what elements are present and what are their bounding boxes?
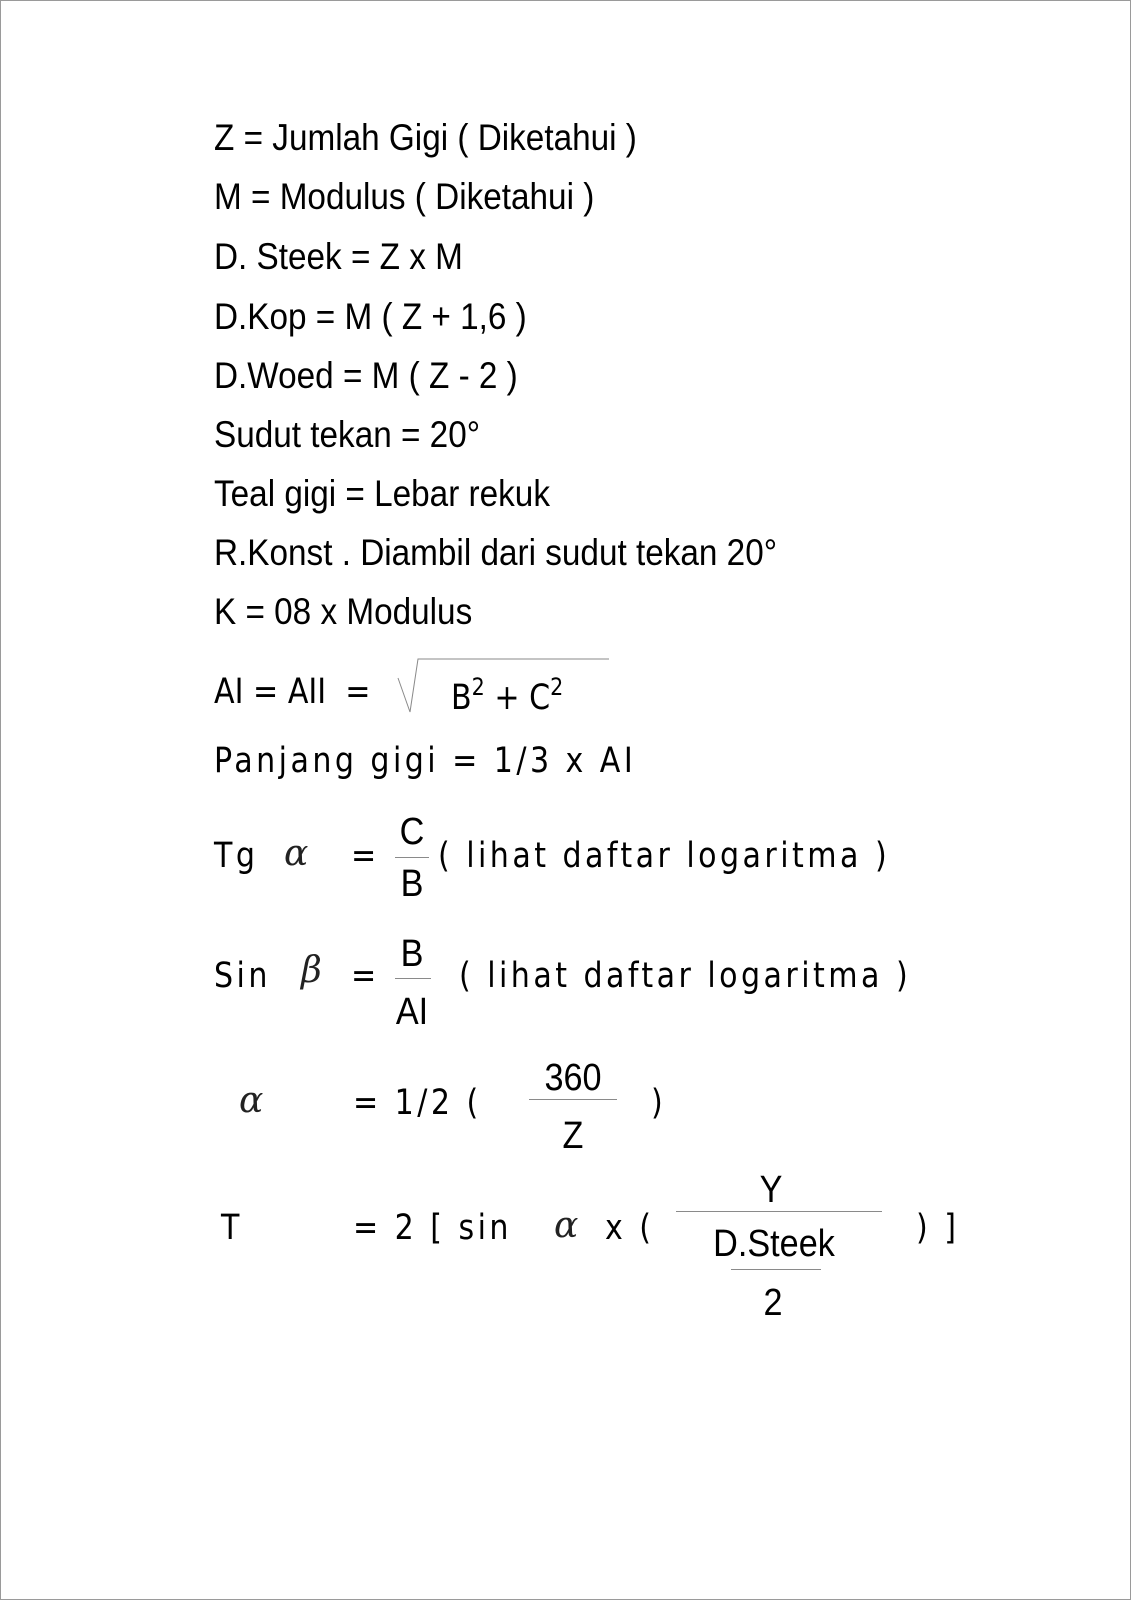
beta-symbol: β	[301, 950, 322, 991]
fraction-numerator: Y	[759, 1169, 783, 1211]
fraction-denominator: AI	[395, 991, 429, 1033]
definition-line: M = Modulus ( Diketahui )	[214, 176, 595, 217]
fraction-denominator: Z	[562, 1115, 584, 1157]
equals-sign: =	[351, 956, 380, 996]
formula-lhs: AI = AII =	[214, 672, 371, 712]
definition-line: D.Woed = M ( Z - 2 )	[214, 355, 518, 396]
fraction-bar	[731, 1269, 821, 1270]
formula-note: ( lihat daftar logaritma )	[438, 836, 891, 876]
equals-sign: =	[351, 836, 380, 876]
alpha-symbol: α	[554, 1205, 579, 1246]
definition-line: D. Steek = Z x M	[214, 236, 463, 277]
formula-lhs: Sin	[214, 956, 271, 996]
term-b: B	[451, 678, 472, 718]
formula-lhs: T	[221, 1208, 243, 1248]
formula-rhs: = 2 [ sin	[353, 1208, 512, 1248]
definition-line: K = 08 x Modulus	[214, 591, 473, 632]
fraction-bar	[676, 1211, 882, 1212]
closing-paren: )	[651, 1083, 667, 1123]
definition-line: D.Kop = M ( Z + 1,6 )	[214, 296, 527, 337]
definition-line: Sudut tekan = 20°	[214, 414, 481, 455]
fraction-numerator: B	[400, 933, 424, 975]
formula-rhs: = 1/2 (	[353, 1083, 482, 1123]
closing-brackets: ) ]	[916, 1208, 960, 1248]
fraction-numerator: C	[399, 811, 425, 853]
alpha-symbol: α	[239, 1080, 264, 1121]
fraction-bar	[395, 978, 431, 979]
fraction-denominator: D.Steek	[713, 1223, 835, 1265]
plus-sign: +	[484, 678, 530, 718]
definition-line: Teal gigi = Lebar rekuk	[214, 473, 550, 514]
formula-note: ( lihat daftar logaritma )	[459, 956, 912, 996]
exponent: 2	[550, 673, 564, 701]
fraction-denominator: B	[400, 863, 424, 905]
term-c: C	[529, 678, 551, 718]
alpha-symbol: α	[284, 833, 309, 874]
exponent: 2	[471, 673, 485, 701]
times-paren: x (	[605, 1208, 655, 1248]
fraction-denominator-2: 2	[763, 1282, 783, 1324]
definition-line: R.Konst . Diambil dari sudut tekan 20°	[214, 532, 778, 573]
fraction-numerator: 360	[544, 1057, 602, 1099]
sqrt-content	[451, 675, 563, 716]
formula-panjang-gigi: Panjang gigi = 1/3 x AI	[214, 741, 637, 781]
definition-line: Z = Jumlah Gigi ( Diketahui )	[214, 117, 637, 158]
formula-lhs: Tg	[214, 836, 259, 876]
fraction-bar	[395, 857, 429, 858]
fraction-bar	[529, 1099, 617, 1100]
